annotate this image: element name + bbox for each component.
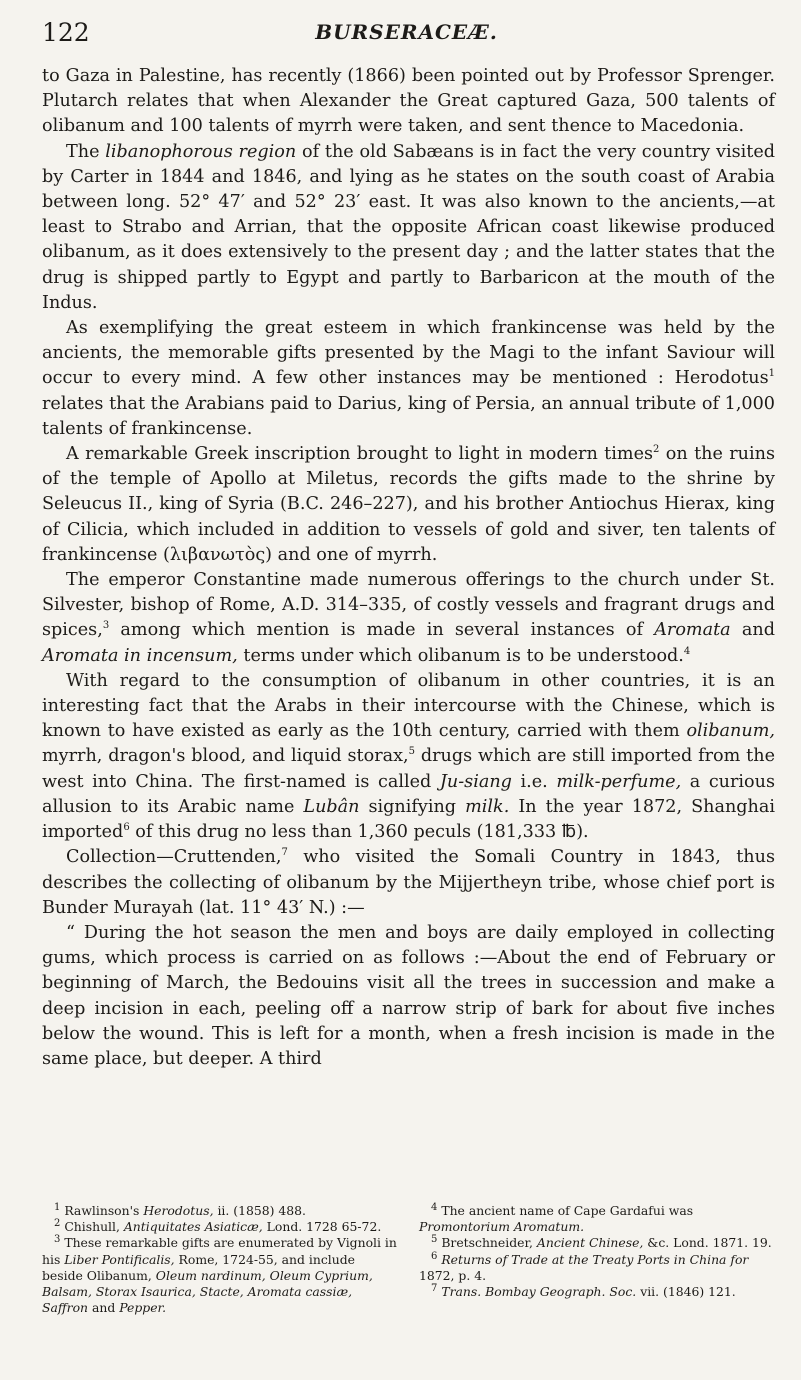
section-heading: Collection [66,847,157,868]
text-run: and [88,1300,120,1316]
footnote-ref: 7 [281,847,288,859]
footnote-column-left [42,1203,398,1316]
footnote-ref: 7 [431,1282,438,1294]
paragraph [42,140,775,316]
italic-text: Ju-siang [439,771,512,792]
text-run: among which mention is made in several instances of [109,620,655,641]
text-run: who visited the Somali Country in 1843, thus describes the collecting of olibanum by the Mijjertheyn tribe, whose chief port is Bunder Murayah (lat. 11° 43′ N.) :— [42,847,775,918]
text-run: to Gaza in Palestine, has recently (1866) been pointed out by Professor Sprenger. Plutarch relates that when Alexander the Great captured Gaza, 500 talents of olibanum and 100 talents of myrrh were taken, and sent thence to Macedonia. [42,66,775,137]
italic-text: milk-perfume, [556,771,682,792]
footnote [42,1203,398,1219]
text-run: of the old Sabæans is in fact the very country visited by Carter in 1844 and 1846, and lying as he states on the south coast of Arabia between long. 52° 47′ and 52° 23′ east. It was also known to the ancients,—at least to Strabo and Arrian, that the opposite African coast likewise produced olibanum, as it does extensively to the present day ; and the latter states that the drug is shipped partly to Egypt and partly to Barbaricon at the mouth of the Indus. [42,141,775,313]
footnote-ref: 4 [683,645,691,657]
text-run: With regard to the consumption of olibanum in other countries, it is an interesting fact that the Arabs in their intercourse with the Chinese, which is known to have existed as early as the 10th century, carried with them [42,670,775,742]
italic-text: Liber Pontificalis, [64,1251,175,1267]
footnote-ref: 3 [54,1234,61,1246]
footnote-ref: 1 [768,368,775,380]
text-run: i.e. [511,771,557,792]
text-run: &c. Lond. 1871. 19. [643,1235,772,1251]
text-run: drugs which are still imported from the west into China. The first-named is called [42,746,775,792]
running-title: BURSERACEÆ. [315,20,498,44]
text-run: The [66,141,106,162]
text-run: Rawlinson's [60,1203,144,1218]
text-run: In the year 1872, Shanghai imported [42,796,776,843]
text-run: myrrh, dragon's blood, and liquid storax, [42,746,409,767]
text-run: of this drug no less than 1,360 peculs (181,333 ℔). [129,822,589,843]
footnote [42,1235,398,1316]
paragraph [42,568,775,669]
text-run: Lond. 1728 65-72. [262,1219,382,1235]
italic-text: Ancient Chinese, [536,1235,644,1251]
footnote [419,1284,775,1300]
paragraph [42,442,775,568]
text-run: —Cruttenden, [156,847,282,868]
footnotes [42,1203,775,1316]
footnote-ref: 2 [653,444,660,456]
text-run: As exemplifying the great esteem in which frankincense was held by the ancients, the memorable gifts presented by the Magi to the infant Saviour will occur to every mind. A few other instances may be mentioned : Herodotus [42,318,775,389]
page-header [42,18,771,52]
italic-text: Oleum nardinum, Oleum Cyprium, Balsam, Storax Isaurica, Stacte, Aromata cassiæ, Saffron [42,1267,373,1316]
italic-text: Pepper. [119,1300,167,1316]
text-run: on the ruins of the temple of Apollo at Miletus, records the gifts made to the shrine by Seleucus II., king of Syria (B.C. 246–227), and his brother Antiochus Hierax, king of Cilicia, which included in addition to vessels of gold and siver, ten talents of frankincense (λιβανωτὸς) and one of myrrh. [42,444,775,565]
italic-text: Herodotus, [143,1203,214,1218]
footnote-ref: 4 [431,1201,438,1213]
text-run: A remarkable Greek inscription brought to light in modern times [66,444,654,465]
text-run: signifying [359,796,466,817]
paragraph [42,316,775,442]
text-run: The emperor Constantine made numerous offerings to the church under St. Silvester, bishop of Rome, A.D. 314–335, of costly vessels and fragrant drugs and spices, [42,570,775,641]
footnote-ref: 5 [408,746,415,758]
footnote-ref: 6 [431,1250,438,1262]
text-run: Bretschneider, [437,1235,537,1251]
italic-text: Lubân [303,796,360,817]
paragraph [42,921,775,1072]
italic-text: Aromata [654,620,731,641]
text-run: relates that the Arabians paid to Darius, king of Persia, an annual tribute of 1,000 talents of frankincense. [42,393,775,439]
paragraph [42,669,775,845]
footnote-ref: 5 [431,1234,438,1246]
text-run: ii. (1858) 488. [213,1203,306,1218]
italic-text: libanophorous region [105,141,297,162]
body-text [42,64,775,1072]
text-run: The ancient name of Cape Gardafui was [437,1203,694,1218]
text-run: Chishull, [60,1219,124,1235]
footnote-ref: 3 [102,620,110,632]
page-number: 122 [42,18,90,47]
text-run: vii. (1846) 121. [636,1284,736,1300]
italic-text: olibanum, [686,721,775,742]
footnote-ref: 2 [54,1218,61,1230]
paragraph [42,64,775,140]
text-run: a curious allusion to its Arabic name [42,771,775,817]
footnote-column-right [419,1203,775,1316]
text-run: 1872, p. 4. [419,1267,487,1283]
text-run: “ During the hot season the men and boys are daily employed in collecting gums, which process is carried on as follows :—About the end of February or beginning of March, the Bedouins visit all the trees in succession and make a deep incision in each, peeling off a narrow strip of bark for about five inches below the wound. This is left for a month, when a fresh incision is made in the same place, but deeper. A third [42,922,775,1069]
italic-text: Antiquitates Asiaticæ, [123,1219,263,1235]
italic-text: Trans. Bombay Geograph. Soc. [441,1284,637,1300]
paragraph [42,845,775,921]
footnote-ref: 6 [123,822,130,834]
footnote [419,1203,775,1235]
italic-text: milk. [465,796,510,817]
text-run: Rome, 1724-55, and include beside Olibanum, [42,1251,355,1283]
footnote-ref: 1 [54,1201,61,1213]
footnote [419,1235,775,1251]
footnote [42,1219,398,1235]
footnote [419,1252,775,1284]
italic-text: Promontorium Aromatum. [419,1219,585,1235]
text-run: These remarkable gifts are enumerated by Vignoli in his [42,1235,397,1267]
text-run: and [730,620,775,641]
italic-text: Aromata in incensum, [42,645,238,666]
italic-text: Returns of Trade at the Treaty Ports in China for [441,1251,749,1267]
text-run: terms under which olibanum is to be understood. [237,645,684,666]
